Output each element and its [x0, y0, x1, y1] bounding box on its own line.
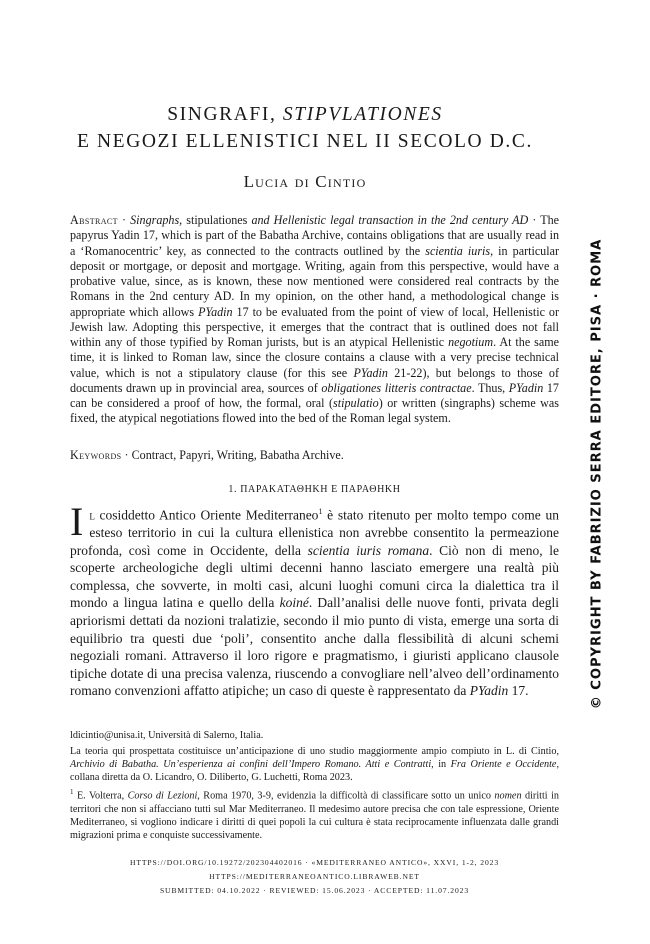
copyright-notice [584, 224, 611, 724]
body-paragraph: Il cosiddetto Antico Oriente Mediterraneo$^1$ è stato ritenuto per molto tempo come un esteso territorio in cui la cultura ellenistica non avrebbe consentito la permeazione profonda, così come in Occidente, della scientia iuris romana. Ciò non di meno, le scoperte archeologiche degli ultimi decenni hanno lasciato emergere una realtà più complessa, che sovverte, in molti casi, alcuni luoghi comuni circa la dialettica tra il mondo a lingua latina e quello della koiné. Dall’analisi delle nuove fonti, privata degli apriorismi dettati da nozioni tralatizie, secondo il mio punto di vista, emerge una sorta di equilibrio tra questi due ‘poli’, consentito anche dalla flessibilità di alcuni schemi negoziali romani. Attraverso il loro rigore e pragmatismo, i giuristi applicano clausole tipiche dotate di una precisa valenza, riuscendo a convogliare nell’alveo dell’ordinamento romano convenzioni affatto atipiche; un caso di queste è rappresentato da PYadin 17. [70, 499, 559, 699]
footnote-ref[interactable]: 1 [318, 507, 323, 516]
abstract: Abstract · Singraphs, stipulationes and Hellenistic legal transaction in the 2nd century AD · The papyrus Yadin 17, which is part of the Babatha Archive, contains obligations that are usually read in a ‘Romanocentric’ key, as connected to the contracts outlined by the scientia iuris, in particular deposit or mortgage, or deposit and mortgage. Writing, again from this perspective, would have a probative value, since, as is known, these now mentioned were considered real contracts by the Romans in the 2nd century AD. In my opinion, on the other hand, a methodological change is appropriate which allows PYadin 17 to be evaluated from the point of view of local, Hellenistic or Jewish law. Adopting this perspective, it emerges that the contract that is outlined does not fall within any of those typified by Roman jurists, but is an atypical Hellenistic negotium. At the same time, it is linked to Roman law, since the closure contains a clause with a very precise technical value, which is not a stipulatory clause (for this see PYadin 21-22), but belongs to those of documents drawn up in provincial area, sources of obligationes litteris contractae. Thus, PYadin 17 can be considered a proof of how, the formal, oral (stipulatio) or written (singraphs) scheme was fixed, the atypical negotiations flowed into the bed of the Roman legal system. [70, 213, 559, 426]
article-title [40, 101, 570, 155]
footnote-number: 1 [70, 788, 74, 796]
abstract-label: Abstract [70, 213, 118, 227]
title-line-2: E NEGOZI ELLENISTICI NEL II SECOLO D.C. [77, 131, 533, 152]
submission-dates: SUBMITTED: 04.10.2022 · REVIEWED: 15.06.2023 · ACCEPTED: 11.07.2023 [159, 886, 470, 895]
author-name: Lucia di Cintio [243, 172, 367, 191]
journal-url[interactable]: HTTPS://MEDITERRANEOANTICO.LIBRAWEB.NET [209, 872, 420, 881]
section-heading: 1. ΠΑΡΑΚΑΤΑΘΗΚΗ Ε ΠΑΡΑΘΗΚΗ [228, 484, 401, 495]
theory-note: La teoria qui prospettata costituisce un’anticipazione di uno studio maggiormente ampio compiuto in L. di Cintio, Archivio di Babatha. Un’esperienza ai confini dell’Impero Romano. Atti e Contratti, in Fra Oriente e Occidente, collana diretta da O. Licandro, O. Diliberto, G. Luchetti, Roma 2023. [70, 746, 559, 784]
author-email[interactable]: ldicintio@unisa.it, Università di Salerno, Italia. [70, 730, 264, 741]
keywords: Keywords · Contract, Papyri, Writing, Babatha Archive. [70, 448, 344, 462]
author-affiliation-note [70, 729, 559, 742]
abstract-title: Singraphs, [130, 213, 183, 227]
keywords-label: Keywords [70, 448, 122, 462]
footnote-1: $^1$ E. Volterra, Corso di Lezioni, Roma 1970, 3-9, evidenzia la difficoltà di classificare sotto un unico nomen diritti in territori che non si affacciano tutti sul Mar Mediterraneo. Il medesimo autore precisa che con tale espressione, Oriente Mediterraneo, si vogliono indicare i diritti di quei popoli la cui cultura è stata reciprocamente influenzata dalle grandi migrazioni prima e conquiste successivamente. [70, 788, 559, 841]
copyright-text: © COPYRIGHT BY FABRIZIO SERRA EDITORE, PISA · ROMA [589, 238, 605, 710]
keywords-list: Contract, Papyri, Writing, Babatha Archive. [131, 448, 344, 462]
doi-line[interactable]: HTTPS://DOI.ORG/10.19272/202304402016 · «MEDITERRANEO ANTICO», XXVI, 1-2, 2023 [129, 858, 500, 867]
title-line-1: SINGRAFI, STIPVLATIONES [167, 104, 443, 125]
drop-cap: I [70, 499, 84, 544]
